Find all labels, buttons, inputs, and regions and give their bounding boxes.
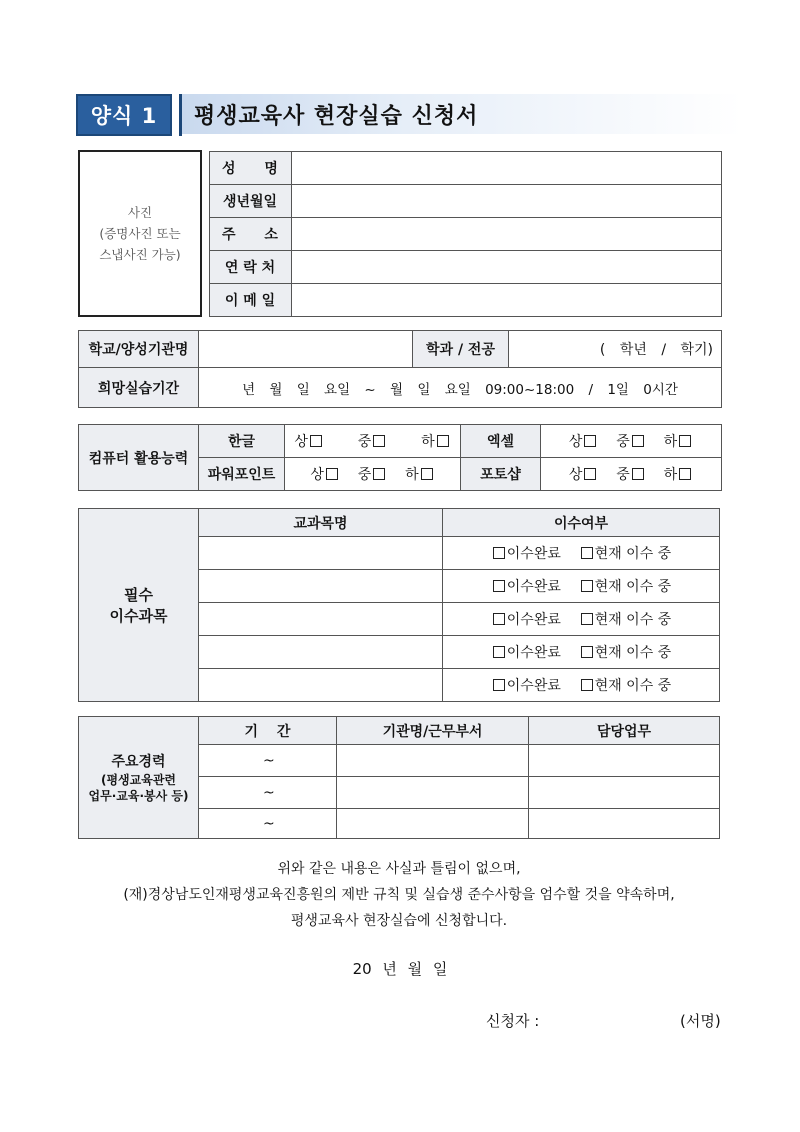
applicant-label: 신청자 : [486,1012,540,1030]
period-field[interactable]: 년 월 일 요일 ~ 월 일 요일 09:00~18:00 / 1일 0시간 [199,368,722,408]
declaration-text [76,856,722,934]
computer-skills-label: 컴퓨터 활용능력 [79,425,199,491]
checkbox-icon[interactable] [373,435,385,447]
course-status-options[interactable]: 이수완료 현재 이수 중 [443,669,720,702]
skill-levels-photoshop[interactable]: 상 중 하 [541,458,722,491]
personal-info-table [78,150,722,317]
period-label: 희망실습기간 [79,368,199,408]
grade-semester-field[interactable]: ( 학년 / 학기) [509,331,722,368]
checkbox-icon[interactable] [581,580,593,592]
skill-levels-powerpoint[interactable]: 상 중 하 [285,458,461,491]
school-field[interactable] [199,331,413,368]
checkbox-icon[interactable] [493,613,505,625]
checkbox-icon[interactable] [437,435,449,447]
skill-name-powerpoint: 파워포인트 [199,458,285,491]
checkbox-icon[interactable] [493,679,505,691]
checkbox-icon[interactable] [310,435,322,447]
career-duty-field[interactable] [529,777,720,809]
photo-hint-1: (증명사진 또는 [99,226,181,241]
signature-field[interactable]: (서명) [680,1012,721,1030]
address-label: 주 소 [209,217,291,250]
photo-label: 사진 [127,205,153,220]
course-status-options[interactable]: 이수완료 현재 이수 중 [443,570,720,603]
career-org-field[interactable] [337,809,529,839]
course-name-field[interactable] [199,537,443,570]
checkbox-icon[interactable] [581,613,593,625]
course-status-options[interactable]: 이수완료 현재 이수 중 [443,636,720,669]
course-name-field[interactable] [199,603,443,636]
computer-skills-table [78,424,722,491]
photo-hint-2: 스냅사진 가능) [99,247,181,262]
school-label: 학교/양성기관명 [79,331,199,368]
birth-field[interactable] [291,184,722,217]
career-org-field[interactable] [337,777,529,809]
course-name-header: 교과목명 [199,509,443,537]
career-duty-header: 담당업무 [529,717,720,745]
career-duty-field[interactable] [529,745,720,777]
name-field[interactable] [291,151,722,184]
checkbox-icon[interactable] [493,646,505,658]
major-label: 학과 / 전공 [413,331,509,368]
checkbox-icon[interactable] [632,435,644,447]
checkbox-icon[interactable] [581,679,593,691]
course-status-options[interactable]: 이수완료 현재 이수 중 [443,603,720,636]
phone-label: 연 락 처 [209,250,291,283]
form-title-bar [76,94,676,134]
page-title: 평생교육사 현장실습 신청서 [182,94,742,134]
course-status-header: 이수여부 [443,509,720,537]
skill-name-excel: 엑셀 [461,425,541,458]
skill-levels-excel[interactable]: 상 중 하 [541,425,722,458]
skill-name-photoshop: 포토샵 [461,458,541,491]
email-label: 이 메 일 [209,283,291,316]
checkbox-icon[interactable] [581,547,593,559]
course-status-options[interactable]: 이수완료 현재 이수 중 [443,537,720,570]
photo-box[interactable] [79,151,201,316]
career-table [78,716,720,839]
skill-levels-hangul[interactable]: 상 중 하 [285,425,461,458]
required-courses-label: 필수 이수과목 [79,509,199,702]
birth-label: 생년월일 [209,184,291,217]
skill-name-hangul: 한글 [199,425,285,458]
career-period-header: 기 간 [199,717,337,745]
career-period-field[interactable]: ~ [199,745,337,777]
school-info-table [78,330,722,408]
career-period-field[interactable]: ~ [199,777,337,809]
course-name-field[interactable] [199,669,443,702]
checkbox-icon[interactable] [493,580,505,592]
career-org-header: 기관명/근무부서 [337,717,529,745]
checkbox-icon[interactable] [584,435,596,447]
course-name-field[interactable] [199,636,443,669]
checkbox-icon[interactable] [373,468,385,480]
checkbox-icon[interactable] [584,468,596,480]
required-courses-table [78,508,720,702]
checkbox-icon[interactable] [493,547,505,559]
checkbox-icon[interactable] [679,435,691,447]
declaration-line-1: 위와 같은 내용은 사실과 틀림이 없으며, [277,861,521,877]
name-label: 성 명 [209,151,291,184]
career-label: 주요경력 (평생교육관련 업무·교육·봉사 등) [79,717,199,839]
phone-field[interactable] [291,250,722,283]
career-duty-field[interactable] [529,809,720,839]
checkbox-icon[interactable] [581,646,593,658]
declaration-line-3: 평생교육사 현장실습에 신청합니다. [290,913,508,929]
date-line[interactable]: 20 년 월 일 [352,960,448,978]
career-org-field[interactable] [337,745,529,777]
checkbox-icon[interactable] [632,468,644,480]
course-name-field[interactable] [199,570,443,603]
checkbox-icon[interactable] [679,468,691,480]
email-field[interactable] [291,283,722,316]
career-period-field[interactable]: ~ [199,809,337,839]
checkbox-icon[interactable] [326,468,338,480]
declaration-line-2: (재)경상남도인재평생교육진흥원의 제반 규칙 및 실습생 준수사항을 엄수할 것을 약속하며, [123,887,675,903]
address-field[interactable] [291,217,722,250]
form-number-tag: 양식 1 [76,94,172,136]
checkbox-icon[interactable] [421,468,433,480]
